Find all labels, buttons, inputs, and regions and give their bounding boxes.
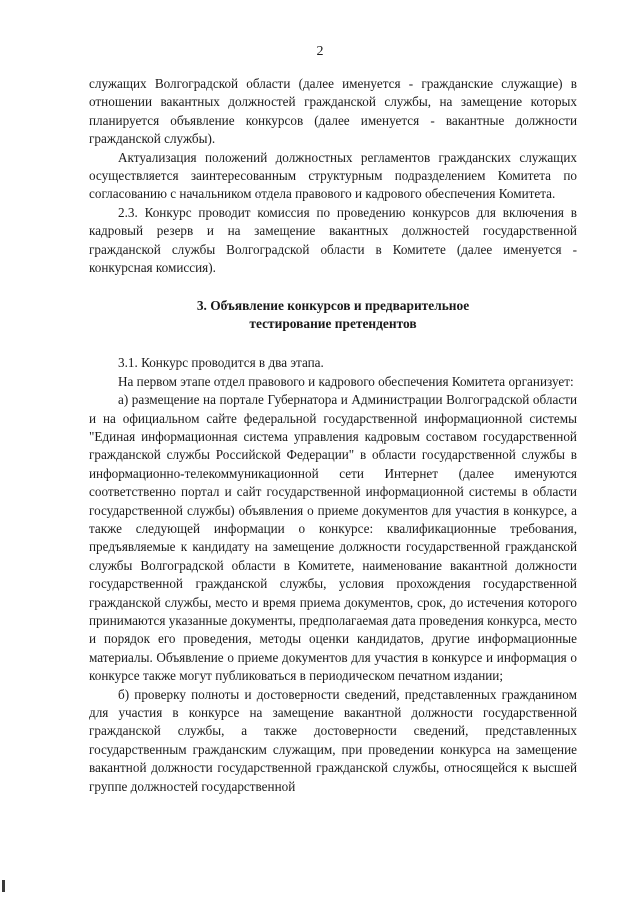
paragraph-item-a: а) размещение на портале Губернатора и Администрации Волгоградской области и на официальном сайте федеральной государственной информационной системы "Единая информационная система управления кадровым составом государственной гражданской службы Российской Федерации" в области государственной службы в информационно-телекоммуникационной сети Интернет (далее именуются соответственно портал и сайт государственной информационной системы в области государственной службы) объявления о приеме документов для участия в конкурсе, а также следующей информации о конкурсе: квалификационные требования, предъявляемые к кандидату на замещение должности государственной гражданской службы Волгоградской области в Комитете, наименование вакантной должности государственной гражданской службы, условия прохождения государственной гражданской службы, место и время приема документов, срок, до истечения которого принимаются указанные документы, предполагаемая дата проведения конкурса, место и порядок его проведения, методы оценки кандидатов, другие информационные материалы. Объявление о приеме документов для участия в конкурсе и информация о конкурсе также могут публиковаться в периодическом печатном издании; <box>89 392 577 684</box>
section-heading <box>89 297 577 332</box>
paragraph-item-b: б) проверку полноты и достоверности сведений, представленных гражданином для участия в конкурсе на замещение вакантной должности государственной гражданской службы, а также достоверности сведений, представленных государственным гражданским служащим, при проведении конкурса на замещение вакантной должности государственной гражданской службы, относящейся к высшей группе должностей государственной <box>89 686 577 794</box>
paragraph-2-3: 2.3. Конкурс проводит комиссия по проведению конкурсов для включения в кадровый резерв и на замещение вакантных должностей государственной гражданской службы Волгоградской области в Комитете (далее именуется - конкурсная комиссия). <box>89 204 577 276</box>
section-heading-line-1: 3. Объявление конкурсов и предварительное <box>196 298 470 314</box>
document-body <box>89 75 577 796</box>
section-heading-line-2: тестирование претендентов <box>249 315 417 331</box>
paragraph-3-1: 3.1. Конкурс проводится в два этапа. <box>118 355 324 371</box>
paragraph-regulations-update: Актуализация положений должностных регламентов гражданских служащих осуществляется заинтересованным структурным подразделением Комитета по согласованию с начальником отдела правового и кадрового обеспечения Комитета. <box>89 149 577 202</box>
paragraph-continuation: служащих Волгоградской области (далее именуется - гражданские служащие) в отношении вакантных должностей гражданской службы, на замещение которых планируется объявление конкурсов (далее именуется - вакантные должности гражданской службы). <box>89 76 577 147</box>
scan-artifact <box>2 880 5 892</box>
paragraph-first-stage: На первом этапе отдел правового и кадрового обеспечения Комитета организует: <box>118 373 574 389</box>
page-number: 2 <box>316 44 324 59</box>
